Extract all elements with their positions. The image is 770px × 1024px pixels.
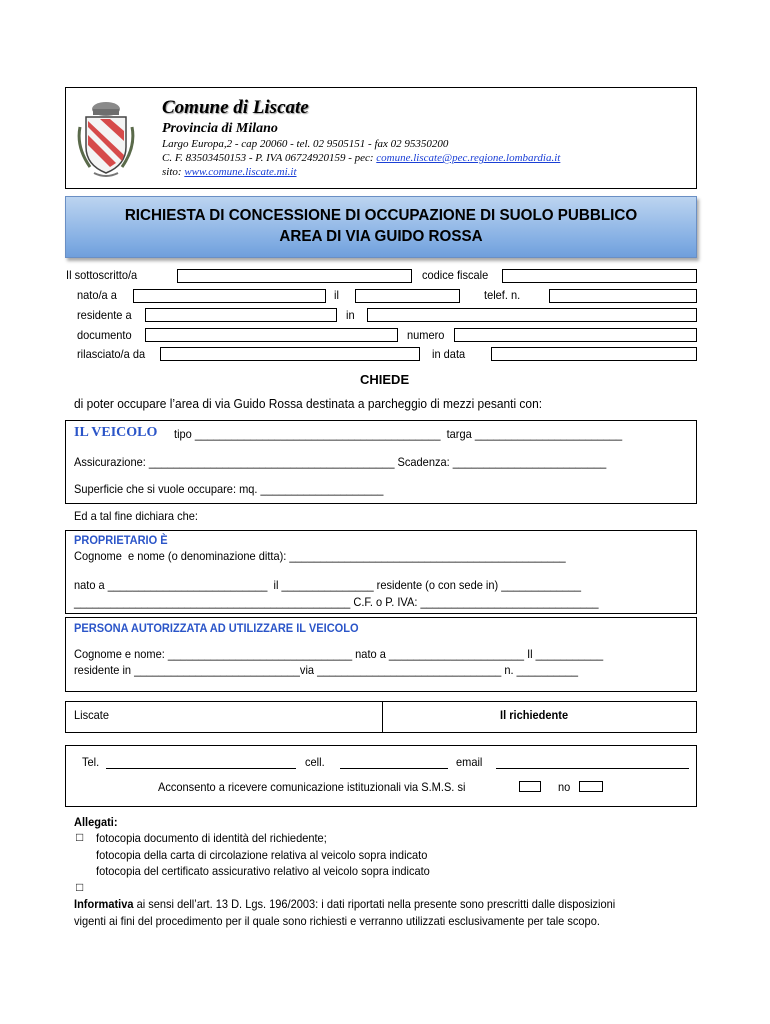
contatti-box bbox=[65, 745, 697, 807]
address-line: Largo Europa,2 - cap 20060 - tel. 02 9505151 - fax 02 95350200 bbox=[162, 138, 449, 150]
pec-label: pec: bbox=[354, 152, 377, 164]
allegati-title: Allegati: bbox=[74, 815, 118, 829]
label-il: il bbox=[334, 288, 339, 302]
coat-of-arms-icon bbox=[76, 97, 136, 179]
allegato-extra-checkbox[interactable]: □ bbox=[76, 880, 84, 894]
informativa-text-1: ai sensi dell’art. 13 D. Lgs. 196/2003: i dati riportati nella presente sono prescritti dalle disposizioni bbox=[133, 897, 616, 911]
allegato-2-text: fotocopia della carta di circolazione relativa al veicolo sopra indicato bbox=[96, 848, 428, 862]
label-residente: residente a bbox=[77, 308, 132, 322]
site-link[interactable]: www.comune.liscate.mi.it bbox=[184, 166, 297, 178]
label-numero: numero bbox=[407, 328, 445, 342]
indirizzo-field[interactable] bbox=[367, 308, 697, 322]
firma-divider bbox=[382, 701, 383, 733]
proprietario-line-3: _____________________________________________ C.F. o P. IVA: _____________________________ bbox=[74, 595, 599, 609]
informativa-bold: Informativa bbox=[74, 897, 134, 911]
residente-field[interactable] bbox=[145, 308, 337, 322]
telef-field[interactable] bbox=[549, 289, 697, 303]
firma-box bbox=[65, 701, 697, 733]
title-line-1: RICHIESTA DI CONCESSIONE DI OCCUPAZIONE DI SUOLO PUBBLICO bbox=[124, 207, 638, 224]
province-name: Provincia di Milano bbox=[162, 121, 278, 136]
codes-line bbox=[162, 152, 560, 164]
informativa-line-1 bbox=[74, 897, 615, 911]
richiedente-label: Il richiedente bbox=[500, 708, 569, 722]
title-banner bbox=[65, 196, 697, 258]
label-codice-fiscale: codice fiscale bbox=[422, 268, 489, 282]
proprietario-title: PROPRIETARIO È bbox=[74, 533, 168, 547]
tel-field[interactable] bbox=[106, 768, 296, 769]
documento-field[interactable] bbox=[145, 328, 398, 342]
cell-label: cell. bbox=[305, 755, 325, 769]
email-field[interactable] bbox=[496, 768, 689, 769]
pec-email-link[interactable]: comune.liscate@pec.regione.lombardia.it bbox=[376, 152, 561, 164]
chiede-heading: CHIEDE bbox=[360, 372, 410, 387]
email-label: email bbox=[456, 755, 483, 769]
chiede-text: di poter occupare l’area di via Guido Rossa destinata a parcheggio di mezzi pesanti con: bbox=[74, 396, 543, 411]
allegato-1-text: fotocopia documento di identità del richiedente; bbox=[96, 831, 327, 845]
sottoscritto-field[interactable] bbox=[177, 269, 412, 283]
proprietario-line-1: Cognome e nome (o denominazione ditta): _____________________________________________ bbox=[74, 549, 566, 563]
veicolo-title: IL VEICOLO bbox=[74, 425, 158, 440]
tel-label: Tel. bbox=[82, 755, 100, 769]
codes-text: C. F. 83503450153 - P. IVA 06724920159 - bbox=[162, 152, 355, 164]
consenso-si-checkbox[interactable] bbox=[519, 781, 541, 792]
label-in: in bbox=[346, 308, 355, 322]
numero-field[interactable] bbox=[454, 328, 697, 342]
site-label: sito: bbox=[162, 166, 185, 178]
label-documento: documento bbox=[77, 328, 132, 342]
allegato-1-checkbox[interactable]: □ bbox=[76, 830, 84, 844]
label-in-data: in data bbox=[432, 347, 466, 361]
municipality-name: Comune di Liscate bbox=[162, 97, 309, 118]
allegato-3-text: fotocopia del certificato assicurativo relativo al veicolo sopra indicato bbox=[96, 864, 430, 878]
superficie-line: Superficie che si vuole occupare: mq. ____________________ bbox=[74, 482, 384, 496]
site-line bbox=[162, 166, 297, 178]
label-nato: nato/a a bbox=[77, 288, 117, 302]
in-data-field[interactable] bbox=[491, 347, 697, 361]
data-nascita-field[interactable] bbox=[355, 289, 460, 303]
rilasciato-field[interactable] bbox=[160, 347, 420, 361]
informativa-line-2: vigenti ai fini del procedimento per il quale sono richiesti e verranno utilizzati esclusivamente per tale scopo. bbox=[74, 914, 600, 928]
label-rilasciato: rilasciato/a da bbox=[77, 347, 146, 361]
label-sottoscritto: Il sottoscritto/a bbox=[66, 268, 138, 282]
assicurazione-line: Assicurazione: ________________________________________ Scadenza: _________________________ bbox=[74, 455, 607, 469]
codice-fiscale-field[interactable] bbox=[502, 269, 697, 283]
dichiara-text: Ed a tal fine dichiara che: bbox=[74, 509, 198, 523]
consenso-text: Acconsento a ricevere comunicazione istituzionali via S.M.S. si bbox=[158, 780, 466, 794]
title-line-2: AREA DI VIA GUIDO ROSSA bbox=[279, 228, 483, 245]
veicolo-tipo-line: tipo ________________________________________ targa ________________________ bbox=[174, 427, 623, 441]
consenso-no-checkbox[interactable] bbox=[579, 781, 603, 792]
nato-field[interactable] bbox=[133, 289, 326, 303]
autorizzata-line-2: residente in ___________________________via ______________________________ n. __________ bbox=[74, 663, 579, 677]
autorizzata-title: PERSONA AUTORIZZATA AD UTILIZZARE IL VEICOLO bbox=[74, 621, 359, 635]
consenso-no-label: no bbox=[558, 780, 571, 794]
proprietario-line-2: nato a __________________________ il _______________ residente (o con sede in) _____________ bbox=[74, 578, 582, 592]
autorizzata-line-1: Cognome e nome: ______________________________ nato a ______________________ Il ___________ bbox=[74, 647, 604, 661]
luogo-label: Liscate bbox=[74, 708, 109, 722]
cell-field[interactable] bbox=[340, 768, 448, 769]
label-telef: telef. n. bbox=[484, 288, 521, 302]
